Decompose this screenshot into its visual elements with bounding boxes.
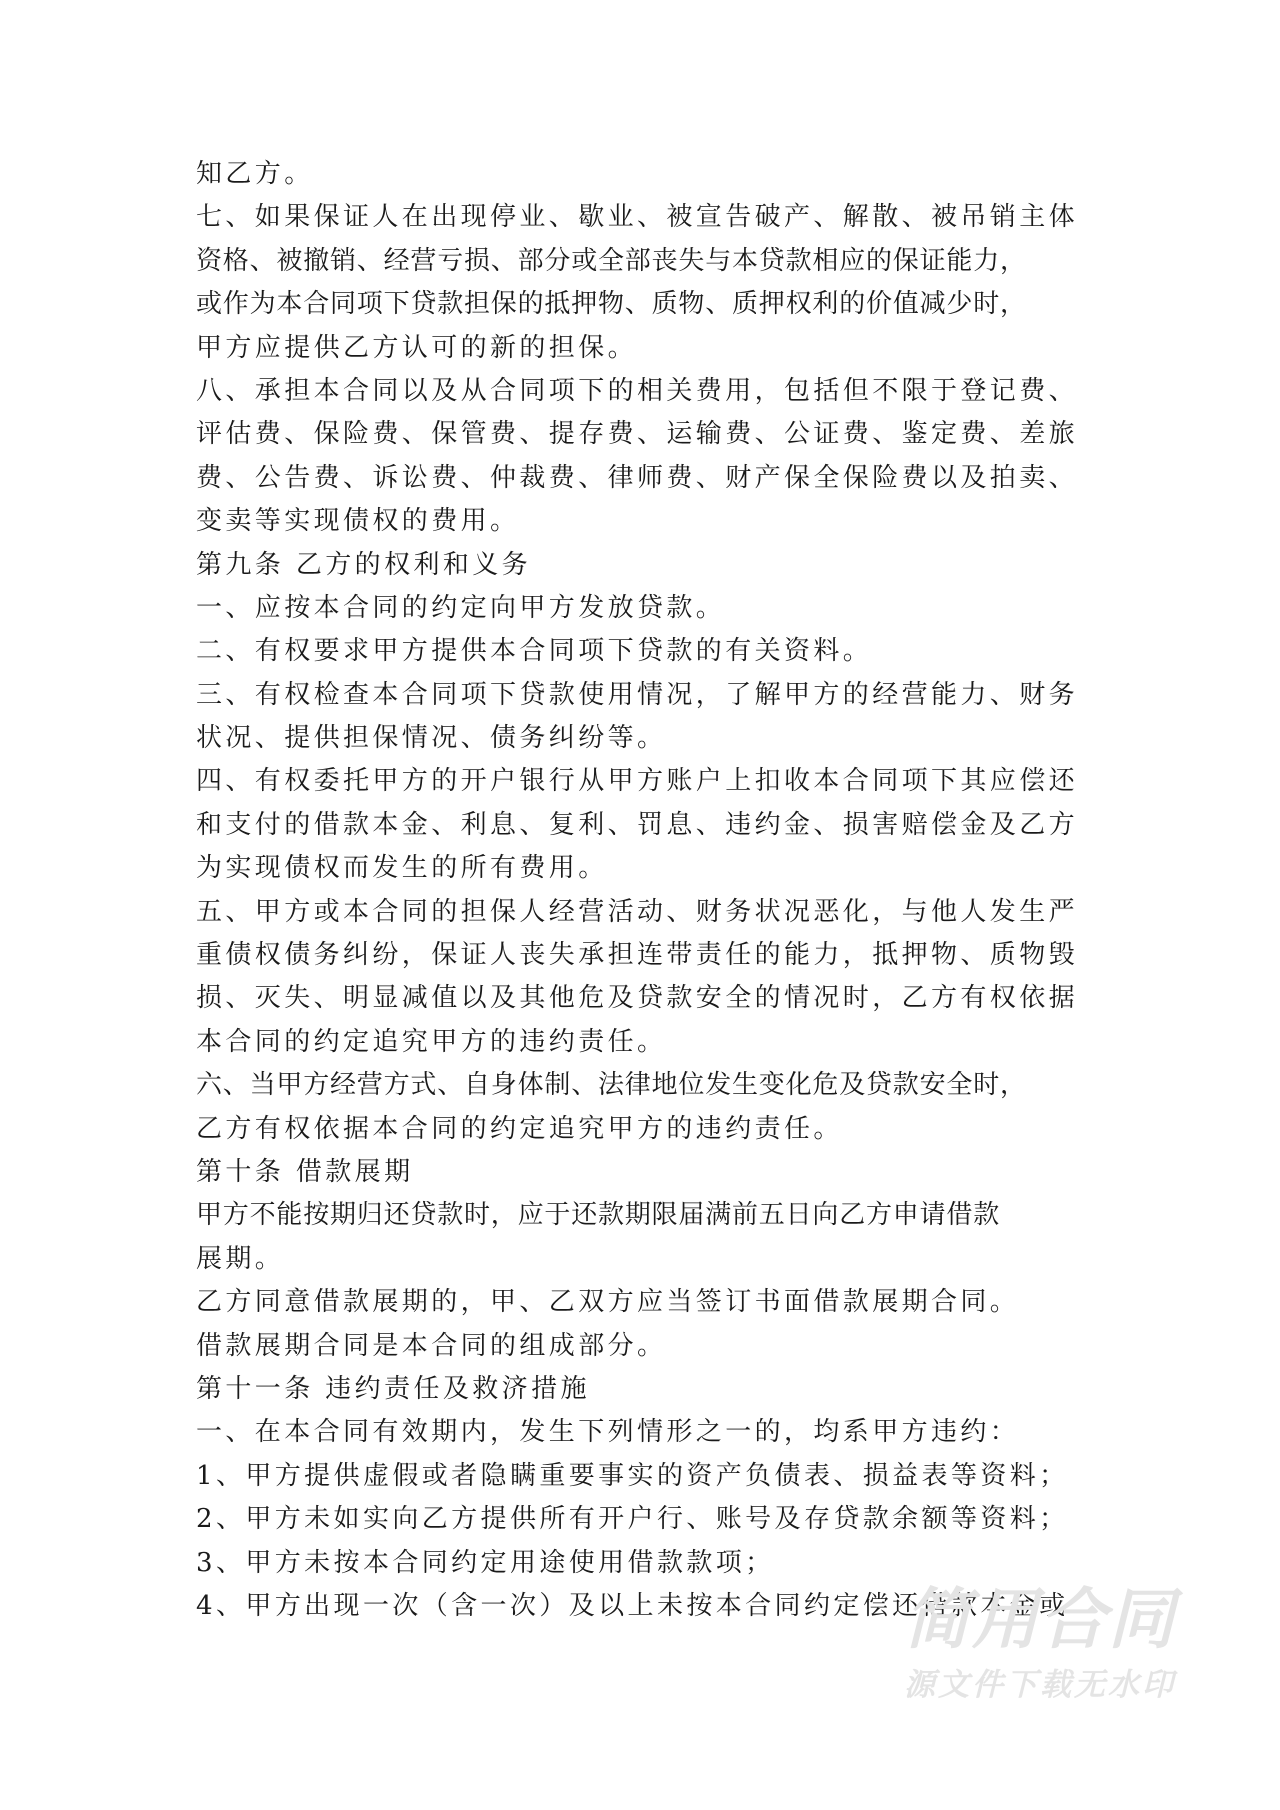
text-line: 展期。 [196,1243,285,1274]
watermark-main: 简用合同 [904,1581,1176,1658]
text-line: 资格、被撤销、经营亏损、部分或全部丧失与本贷款相应的保证能力， [196,245,1027,276]
text-line: 知乙方。 [196,159,314,189]
text-line: 二、有权要求甲方提供本合同项下贷款的有关资料。 [196,636,873,667]
text-line: 四、有权委托甲方的开户银行从甲方账户上扣收本合同项下其应偿还 [196,766,1079,797]
article-10-heading: 第十条 借款展期 [196,1156,414,1187]
text-line: 损、灭失、明显减值以及其他危及贷款安全的情况时，乙方有权依据 [196,983,1079,1014]
clause-8-line: 八、承担本合同以及从合同项下的相关费用，包括但不限于登记费、 [196,375,1079,406]
text-line: 2、甲方未如实向乙方提供所有开户行、账号及存贷款余额等资料； [196,1504,1069,1535]
text-line: 六、当甲方经营方式、自身体制、法律地位发生变化危及贷款安全时， [196,1070,1027,1101]
text-line: 本合同的约定追究甲方的违约责任。 [196,1026,667,1057]
article-9-heading: 第九条 乙方的权利和义务 [196,549,532,580]
text-line: 费、公告费、诉讼费、仲裁费、律师费、财产保全保险费以及拍卖、 [196,462,1079,493]
text-line: 一、应按本合同的约定向甲方发放贷款。 [196,592,726,623]
text-line: 三、有权检查本合同项下贷款使用情况，了解甲方的经营能力、财务 [196,679,1079,710]
text-line: 为实现债权而发生的所有费用。 [196,853,608,884]
text-line: 3、甲方未按本合同约定用途使用借款款项； [196,1547,775,1578]
text-line: 4、甲方出现一次（含一次）及以上未按本合同约定偿还借款本金或 [196,1590,1069,1621]
text-line: 甲方不能按期归还贷款时，应于还款期限届满前五日向乙方申请借款 [196,1200,1001,1231]
text-line: 重债权债务纠纷，保证人丧失承担连带责任的能力，抵押物、质物毁 [196,940,1079,971]
text-line: 和支付的借款本金、利息、复利、罚息、违约金、损害赔偿金及乙方 [196,809,1079,840]
text-line: 1、甲方提供虚假或者隐瞒重要事实的资产负债表、损益表等资料； [196,1460,1069,1491]
text-line: 评估费、保险费、保管费、提存费、运输费、公证费、鉴定费、差旅 [196,419,1079,450]
text-line: 五、甲方或本合同的担保人经营活动、财务状况恶化，与他人发生严 [196,896,1079,927]
clause-7-line: 七、如果保证人在出现停业、歇业、被宣告破产、解散、被吊销主体 [196,202,1079,233]
article-11-heading: 第十一条 违约责任及救济措施 [196,1373,590,1404]
text-line: 或作为本合同项下贷款担保的抵押物、质物、质押权利的价值减少时， [196,289,1027,320]
watermark-sub: 源文件下载无水印 [904,1667,1176,1703]
text-line: 变卖等实现债权的费用。 [196,506,520,537]
text-line: 借款展期合同是本合同的组成部分。 [196,1330,667,1361]
text-line: 一、在本合同有效期内，发生下列情形之一的，均系甲方违约： [196,1417,1020,1448]
text-line: 状况、提供担保情况、债务纠纷等。 [196,723,667,754]
text-line: 甲方应提供乙方认可的新的担保。 [196,332,638,363]
text-line: 乙方同意借款展期的，甲、乙双方应当签订书面借款展期合同。 [196,1287,1020,1318]
text-line: 乙方有权依据本合同的约定追究甲方的违约责任。 [196,1113,843,1144]
document-page [196,153,1096,1628]
